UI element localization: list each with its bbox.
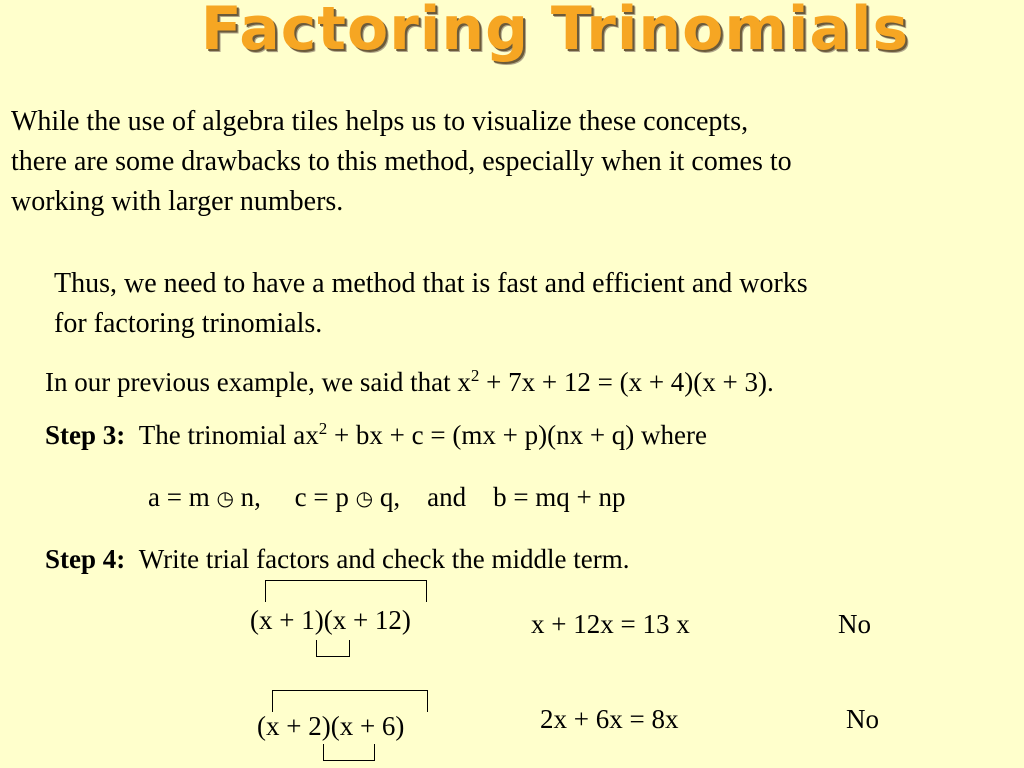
trial-result: No [838,609,871,639]
intro-line: working with larger numbers. [11,186,344,217]
thus-line: Thus, we need to have a method that is fast and efficient and works [54,268,808,299]
previous-example: In our previous example, we said that $x^2 + 7x + 12 = (x + 4)(x + 3)$. [45,366,774,397]
step-4-label: Step 4: [45,544,126,574]
intro-line: While the use of algebra tiles helps us to visualize these concepts, [11,106,749,137]
trial-factors: (x + 1)(x + 12) [250,605,411,635]
step-3-conditions: a = m ◷ n, c = p ◷ q, and b = mq + np [148,482,626,512]
trial-factors: (x + 2)(x + 6) [257,711,405,741]
thus-line: for factoring trinomials. [54,308,323,339]
trial-check: x + 12x = 13 x [531,609,690,639]
trial-result: No [846,704,879,734]
trial-check: 2x + 6x = 8x [540,704,679,734]
step-4: Step 4: Write trial factors and check the middle term. [45,544,630,574]
step-3: Step 3: The trinomial $ax^2$ + bx + c = (mx + p)(nx + q) where [45,419,707,450]
page-title: Factoring Trinomials [200,0,910,64]
thus-paragraph [54,264,808,344]
multiply-dot-icon: ◷ [355,488,374,510]
intro-paragraph [11,102,792,222]
intro-line: there are some drawbacks to this method, especially when it comes to [11,146,792,177]
outer-product-bracket [272,690,428,712]
multiply-dot-icon: ◷ [216,488,234,510]
inner-product-bracket [316,640,350,657]
step-3-label: Step 3: [45,420,126,450]
inner-product-bracket [323,744,375,761]
outer-product-bracket [265,580,427,602]
